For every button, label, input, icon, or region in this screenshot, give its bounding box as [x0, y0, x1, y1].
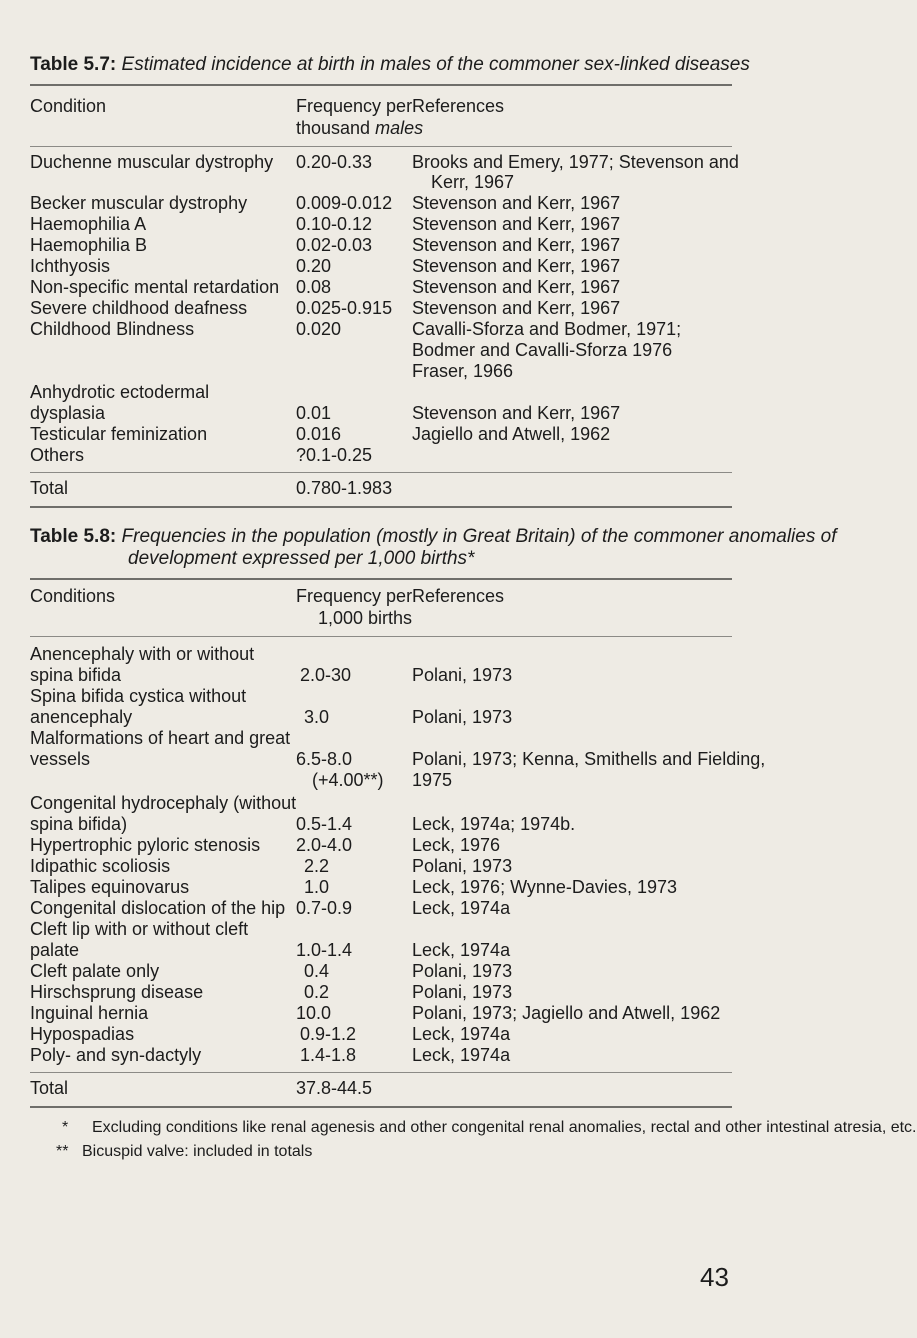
table2-header-references: References — [412, 586, 505, 606]
footnote-text: Bicuspid valve: included in totals — [82, 1143, 313, 1160]
table-row-condition: Ichthyosis — [30, 256, 111, 276]
table-row-condition: Congenital hydrocephaly (without — [30, 793, 297, 813]
table1-header-rule — [30, 146, 732, 147]
table2-total-rule — [30, 1072, 732, 1073]
table2-top-rule — [30, 578, 732, 580]
table-row-reference: Polani, 1973 — [412, 665, 513, 685]
table-row-frequency: 2.2 — [304, 856, 330, 876]
table1-total-rule — [30, 472, 732, 473]
table-row-frequency: 0.01 — [296, 403, 332, 423]
table1-total-value: 0.780-1.983 — [296, 478, 393, 498]
table1-bottom-rule — [30, 506, 732, 508]
footnote-mark: ** — [56, 1143, 69, 1160]
table-row-reference: Stevenson and Kerr, 1967 — [412, 277, 621, 297]
table-row-reference: Stevenson and Kerr, 1967 — [412, 214, 621, 234]
table-row-reference: 1975 — [412, 770, 453, 790]
table2-header-rule — [30, 636, 732, 637]
table-row-frequency: 0.7-0.9 — [296, 898, 353, 918]
table-row-frequency: 1.0 — [304, 877, 330, 897]
table-row-reference: Polani, 1973 — [412, 982, 513, 1002]
table2-caption-line2: development expressed per 1,000 births* — [128, 548, 475, 569]
table-row-reference: Leck, 1974a; 1974b. — [412, 814, 576, 834]
table2-total-value: 37.8-44.5 — [296, 1078, 373, 1098]
table2-header-frequency-unit: 1,000 births — [318, 608, 413, 628]
table-row-condition: Duchenne muscular dystrophy — [30, 152, 274, 172]
table-row-frequency: 0.5-1.4 — [296, 814, 353, 834]
table-row-reference: Kerr, 1967 — [431, 172, 515, 192]
table-row-frequency: 0.4 — [304, 961, 330, 981]
table-row-condition: Talipes equinovarus — [30, 877, 190, 897]
table1-header-frequency-unit: thousand males — [296, 118, 424, 138]
table-row-condition: Idipathic scoliosis — [30, 856, 171, 876]
table-row-condition: Becker muscular dystrophy — [30, 193, 248, 213]
table1-caption-label: Table 5.7: — [30, 54, 117, 75]
table-row-frequency: 0.9-1.2 — [300, 1024, 357, 1044]
table-row-condition: Haemophilia B — [30, 235, 148, 255]
table-row-reference: Stevenson and Kerr, 1967 — [412, 403, 621, 423]
table-row-reference: Jagiello and Atwell, 1962 — [412, 424, 611, 444]
table-row-reference: Bodmer and Cavalli-Sforza 1976 — [412, 340, 673, 360]
table-row-reference: Stevenson and Kerr, 1967 — [412, 256, 621, 276]
table-row-reference: Stevenson and Kerr, 1967 — [412, 298, 621, 318]
table-row-reference: Polani, 1973; Jagiello and Atwell, 1962 — [412, 1003, 721, 1023]
table2-bottom-rule — [30, 1106, 732, 1108]
table-row-condition: Cleft lip with or without cleft — [30, 919, 249, 939]
table-row-frequency: 0.08 — [296, 277, 332, 297]
table-row-reference: Fraser, 1966 — [412, 361, 514, 381]
table-row-reference: Brooks and Emery, 1977; Stevenson and — [412, 152, 739, 172]
table1-top-rule — [30, 84, 732, 86]
table-row-condition: Others — [30, 445, 85, 465]
table2-header-conditions: Conditions — [30, 586, 116, 606]
table-row-condition: spina bifida) — [30, 814, 128, 834]
table-row-frequency: 6.5-8.0 — [296, 749, 353, 769]
table-row-condition: Poly- and syn-dactyly — [30, 1045, 202, 1065]
page-number: 43 — [700, 1262, 729, 1292]
table-row-reference: Leck, 1974a — [412, 1024, 511, 1044]
table-row-condition: Hypertrophic pyloric stenosis — [30, 835, 261, 855]
table2-total-label: Total — [30, 1078, 69, 1098]
table-row-reference: Leck, 1976 — [412, 835, 501, 855]
table-row-frequency: ?0.1-0.25 — [296, 445, 373, 465]
table1-header-condition: Condition — [30, 96, 107, 116]
table-row-reference: Polani, 1973 — [412, 856, 513, 876]
table-row-condition: Non-specific mental retardation — [30, 277, 280, 297]
table-row-reference: Stevenson and Kerr, 1967 — [412, 193, 621, 213]
table-row-condition: Anhydrotic ectodermal — [30, 382, 210, 402]
table1-caption-text: Estimated incidence at birth in males of the commoner sex-linked diseases — [121, 54, 750, 75]
table-row-condition: spina bifida — [30, 665, 122, 685]
table-row-frequency: 0.02-0.03 — [296, 235, 373, 255]
table-row-condition: Malformations of heart and great — [30, 728, 291, 748]
table-row-condition: Childhood Blindness — [30, 319, 195, 339]
table1-caption — [30, 54, 750, 76]
table-row-condition: Hirschsprung disease — [30, 982, 204, 1002]
table-row-reference: Stevenson and Kerr, 1967 — [412, 235, 621, 255]
table-row-reference: Cavalli-Sforza and Bodmer, 1971; — [412, 319, 682, 339]
table-row-reference: Polani, 1973 — [412, 707, 513, 727]
table-row-frequency: 0.20 — [296, 256, 332, 276]
table-row-condition: dysplasia — [30, 403, 106, 423]
table-row-condition: Congenital dislocation of the hip — [30, 898, 286, 918]
footnote-text: Excluding conditions like renal agenesis and other congenital renal anomalies, rectal and other intestinal atresia, etc. — [92, 1119, 917, 1136]
table-row-reference: Leck, 1974a — [412, 898, 511, 918]
table-row-condition: Hypospadias — [30, 1024, 135, 1044]
table-row-reference: Leck, 1974a — [412, 940, 511, 960]
table-row-condition: Haemophilia A — [30, 214, 147, 234]
table-row-condition: vessels — [30, 749, 91, 769]
table-row-condition: Cleft palate only — [30, 961, 160, 981]
table-row-frequency-note: (+4.00**) — [312, 770, 384, 790]
table-row-reference: Leck, 1974a — [412, 1045, 511, 1065]
table-row-condition: Testicular feminization — [30, 424, 208, 444]
table-row-frequency: 2.0-30 — [300, 665, 352, 685]
table2-caption-text: Frequencies in the population (mostly in Great Britain) of the commoner anomalies of — [121, 526, 837, 547]
table-row-frequency: 0.10-0.12 — [296, 214, 373, 234]
table-row-condition: Inguinal hernia — [30, 1003, 149, 1023]
table-row-reference: Polani, 1973 — [412, 961, 513, 981]
table-row-condition: palate — [30, 940, 80, 960]
table-row-frequency: 0.020 — [296, 319, 342, 339]
table-row-condition: Anencephaly with or without — [30, 644, 255, 664]
table-row-condition: anencephaly — [30, 707, 133, 727]
table2-header-frequency: Frequency per — [296, 586, 413, 606]
table-row-frequency: 0.2 — [304, 982, 330, 1002]
table-row-frequency: 2.0-4.0 — [296, 835, 353, 855]
table-row-frequency: 0.20-0.33 — [296, 152, 373, 172]
footnote-mark: * — [62, 1119, 69, 1136]
table-row-frequency: 10.0 — [296, 1003, 332, 1023]
table-row-frequency: 0.009-0.012 — [296, 193, 393, 213]
table-row-frequency: 1.4-1.8 — [300, 1045, 357, 1065]
table2-caption — [30, 526, 836, 548]
table1-header-frequency: Frequency per — [296, 96, 413, 116]
table1-header-references: References — [412, 96, 505, 116]
table-row-condition: Severe childhood deafness — [30, 298, 248, 318]
table-row-frequency: 0.025-0.915 — [296, 298, 393, 318]
table1-total-label: Total — [30, 478, 69, 498]
table-row-frequency: 3.0 — [304, 707, 330, 727]
table2-caption-label: Table 5.8: — [30, 526, 117, 547]
table-row-condition: Spina bifida cystica without — [30, 686, 247, 706]
table-row-reference: Leck, 1976; Wynne-Davies, 1973 — [412, 877, 677, 897]
table-row-reference: Polani, 1973; Kenna, Smithells and Fielding, — [412, 749, 766, 769]
table-row-frequency: 1.0-1.4 — [296, 940, 353, 960]
table-row-frequency: 0.016 — [296, 424, 342, 444]
